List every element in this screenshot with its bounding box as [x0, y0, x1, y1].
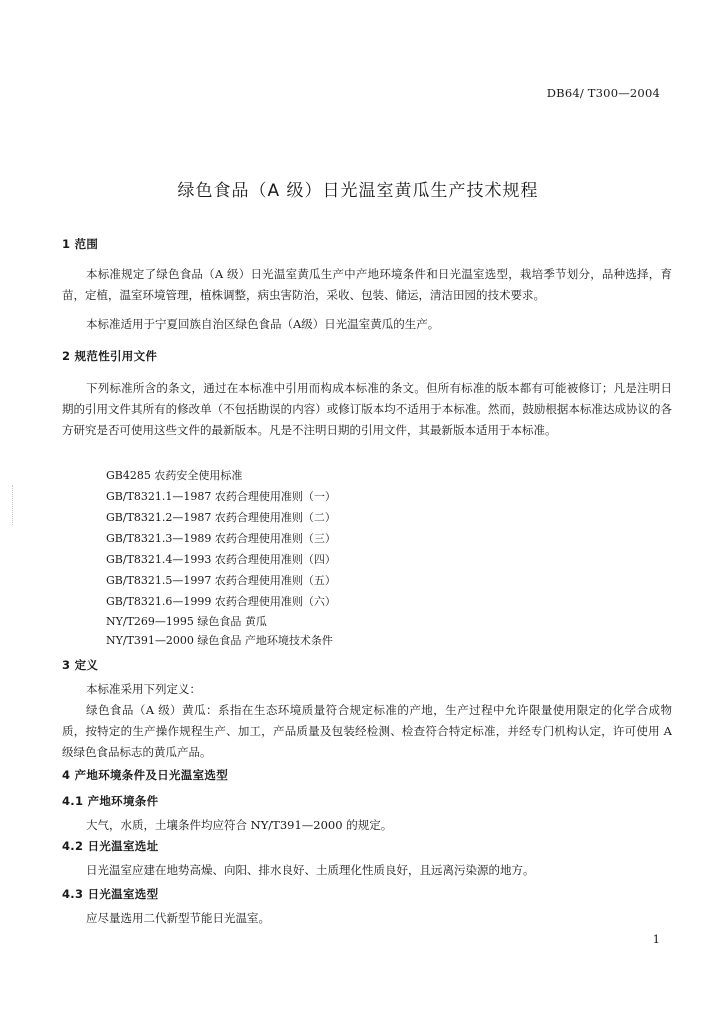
section-4-2-heading: 4.2 日光温室选址 [62, 839, 159, 853]
section-4-3-heading: 4.3 日光温室选型 [62, 887, 159, 901]
page-title: 绿色食品（A 级）日光温室黄瓜生产技术规程 [177, 181, 539, 201]
reference-item: GB/T8321.2—1987 农药合理使用准则（二） [106, 511, 336, 524]
reference-item: NY/T391—2000 绿色食品 产地环境技术条件 [106, 634, 333, 647]
section-4-1-paragraph: 大气，水质，土壤条件均应符合 NY/T391—2000 的规定。 [86, 818, 393, 832]
reference-item: NY/T269—1995 绿色食品 黄瓜 [106, 615, 267, 628]
section-4-1-heading: 4.1 产地环境条件 [62, 794, 159, 808]
section-1-heading: 1 范围 [62, 237, 99, 251]
section-4-3-paragraph: 应尽量选用二代新型节能日光温室。 [86, 911, 270, 925]
document-code: DB64/ T300—2004 [546, 86, 660, 100]
page-number: 1 [652, 932, 660, 946]
reference-item: GB/T8321.6—1999 农药合理使用准则（六） [106, 595, 336, 608]
reference-item: GB/T8321.1—1987 农药合理使用准则（一） [106, 490, 336, 503]
section-2-heading: 2 规范性引用文件 [62, 349, 158, 363]
section-4-2-paragraph: 日光温室应建在地势高燥、向阳、排水良好、土质理化性质良好，且远离污染源的地方。 [86, 863, 535, 877]
section-3-paragraph-2: 绿色食品（A 级）黄瓜：系指在生态环境质量符合规定标准的产地，生产过程中允许限量使用限定的化学合成物质，按特定的生产操作规程生产、加工，产品质量及包装经检测、检查符合特定标准，并经专门机构认定，许可使用 A 级绿色食品标志的黄瓜产品。 [62, 703, 672, 759]
reference-item: GB4285 农药安全使用标准 [106, 469, 243, 482]
section-2-paragraph-1: 下列标准所含的条文，通过在本标准中引用而构成本标准的条文。但所有标准的版本都有可能被修订；凡是注明日期的引用文件其所有的修改单（不包括勘误的内容）或修订版本均不适用于本标准。然而，鼓励根据本标准达成协议的各方研究是否可使用这些文件的最新版本。凡是不注明日期的引用文件，其最新版本适用于本标准。 [62, 381, 672, 437]
reference-item: GB/T8321.3—1989 农药合理使用准则（三） [106, 532, 336, 545]
scan-margin-marks [12, 485, 16, 525]
section-1-paragraph-1: 本标准规定了绿色食品（A 级）日光温室黄瓜生产中产地环境条件和日光温室选型，栽培季节划分，品种选择，育苗，定植，温室环境管理，植株调整，病虫害防治，采收、包装、储运，清洁田园的技术要求。 [62, 267, 672, 302]
section-3-paragraph-1: 本标准采用下列定义： [86, 682, 201, 696]
reference-item: GB/T8321.5—1997 农药合理使用准则（五） [106, 574, 336, 587]
section-1-paragraph-2: 本标准适用于宁夏回族自治区绿色食品（A级）日光温室黄瓜的生产。 [86, 317, 440, 331]
section-4-heading: 4 产地环境条件及日光温室选型 [62, 768, 229, 782]
section-3-heading: 3 定义 [62, 658, 99, 672]
reference-item: GB/T8321.4—1993 农药合理使用准则（四） [106, 553, 336, 566]
